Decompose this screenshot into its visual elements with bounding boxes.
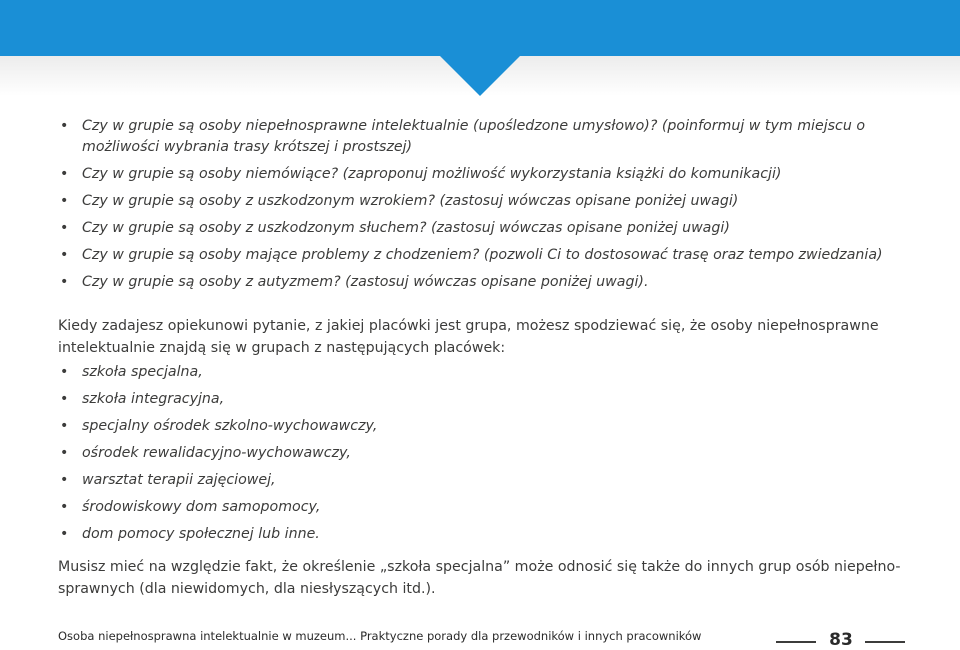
facility-item: • dom pomocy społecznej lub inne. [58, 524, 918, 545]
header-bar [0, 0, 960, 56]
footer-divider-left [776, 641, 816, 643]
question-item: • Czy w grupie są osoby z uszkodzonym wzrokiem? (zastosuj wówczas opisane poniżej uwagi) [58, 191, 918, 212]
question-item: • Czy w grupie są osoby mające problemy z chodzeniem? (pozwoli Ci to dostosować trasę oraz tempo zwiedzania) [58, 245, 918, 266]
facility-item: • specjalny ośrodek szkolno-wychowawczy, [58, 416, 918, 437]
facility-item: • ośrodek rewalidacyjno-wychowawczy, [58, 443, 918, 464]
facility-item: • warsztat terapii zajęciowej, [58, 470, 918, 491]
question-item: • Czy w grupie są osoby niemówiące? (zaproponuj możliwość wykorzystania książki do komunikacji) [58, 164, 918, 185]
question-item: • Czy w grupie są osoby z uszkodzonym słuchem? (zastosuj wówczas opisane poniżej uwagi) [58, 218, 918, 239]
header-arrow-decoration [440, 56, 520, 96]
facility-item: • szkoła specjalna, [58, 362, 918, 383]
page-number: 83 [829, 630, 853, 650]
facility-list [58, 362, 918, 551]
question-list [58, 116, 918, 299]
closing-paragraph: Musisz mieć na względzie fakt, że określenie „szkoła specjalna” może odnosić się także do innych grup osób niepełno-sprawnych (dla niewidomych, dla niesłyszących itd.). [58, 559, 901, 597]
footer-title: Osoba niepełnosprawna intelektualnie w muzeum... Praktyczne porady dla przewodników i innych pracowników [58, 629, 702, 643]
facility-item: • szkoła integracyjna, [58, 389, 918, 410]
footer-divider-right [865, 641, 905, 643]
question-item: • Czy w grupie są osoby z autyzmem? (zastosuj wówczas opisane poniżej uwagi). [58, 272, 918, 293]
intro-paragraph: Kiedy zadajesz opiekunowi pytanie, z jakiej placówki jest grupa, możesz spodziewać się, że osoby niepełnosprawne intelektualnie znajdą się w grupach z następujących placówek: [58, 318, 879, 356]
facility-item: • środowiskowy dom samopomocy, [58, 497, 918, 518]
question-item: • Czy w grupie są osoby niepełnosprawne intelektualnie (upośledzone umysłowo)? (poinformuj w tym miejscu o możliwości wybrania trasy krótszej i prostszej) [58, 116, 918, 158]
